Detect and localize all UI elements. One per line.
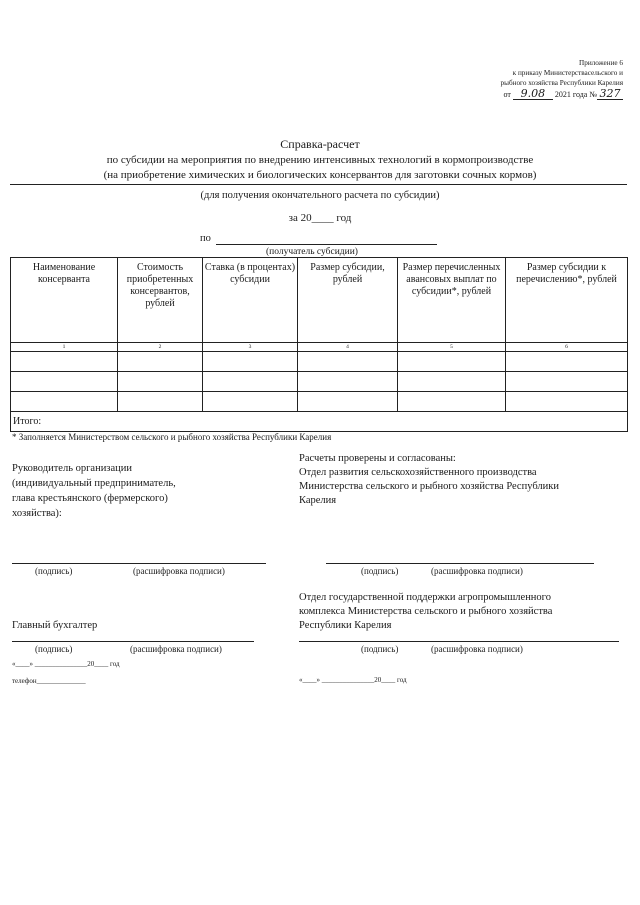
left-date-line: «____» _______________20____ год: [12, 660, 120, 668]
support-signature-caption: (подпись): [361, 644, 399, 654]
total-label: Итого:: [11, 412, 628, 432]
header-cell-rate: Ставка (в процентах) субсидии: [203, 258, 298, 343]
table-cell[interactable]: [11, 392, 118, 412]
table-cell[interactable]: [398, 392, 506, 412]
head-decode-caption: (расшифровка подписи): [133, 566, 225, 576]
table-cell[interactable]: [11, 372, 118, 392]
head-label-4: хозяйства):: [12, 508, 62, 519]
appendix-date-line: [503, 89, 623, 100]
support-decode-caption: (расшифровка подписи): [431, 644, 523, 654]
development-signature-caption: (подпись): [361, 566, 399, 576]
column-number: 6: [506, 343, 628, 352]
table-cell[interactable]: [118, 372, 203, 392]
table-cell[interactable]: [203, 372, 298, 392]
checked-label-2: Отдел развития сельскохозяйственного производства: [299, 467, 537, 478]
table-cell[interactable]: [118, 352, 203, 372]
header-cell-advance: Размер перечисленных авансовых выплат по субсидии*, рублей: [398, 258, 506, 343]
column-number: 3: [203, 343, 298, 352]
calculation-note: (для получения окончательного расчета по субсидии): [200, 190, 440, 201]
checked-label-4: Карелия: [299, 495, 337, 506]
table-total-row: [11, 412, 628, 432]
recipient-prefix: по: [200, 233, 211, 244]
document-title: Справка-расчет: [280, 137, 360, 151]
footnote: * Заполняется Министерством сельского и рыбного хозяйства Республики Карелия: [12, 432, 332, 442]
document-subtitle-2: (на приобретение химических и биологических консервантов для заготовки сочных кормов): [103, 169, 537, 181]
year-line: за 20____ год: [288, 212, 352, 224]
column-number: 4: [298, 343, 398, 352]
table-cell[interactable]: [118, 392, 203, 412]
development-signature-line[interactable]: [326, 563, 594, 564]
title-divider: [10, 184, 627, 185]
column-number: 1: [11, 343, 118, 352]
phone-line: телефон______________: [12, 677, 86, 685]
appendix-year-text: 2021 года: [554, 90, 588, 99]
head-signature-caption: (подпись): [35, 566, 73, 576]
table-row: [11, 392, 628, 412]
checked-label-1: Расчеты проверены и согласованы:: [299, 453, 456, 464]
table-cell[interactable]: [398, 372, 506, 392]
subsidy-table: [10, 257, 628, 432]
table-number-row: [11, 343, 628, 352]
table-cell[interactable]: [11, 352, 118, 372]
document-subtitle-1: по субсидии на мероприятия по внедрению интенсивных технологий в кормопроизводстве: [106, 154, 534, 166]
head-label-1: Руководитель организации: [12, 463, 132, 474]
appendix-order-line: к приказу Министерствасельского и: [512, 69, 623, 77]
table-cell[interactable]: [398, 352, 506, 372]
appendix-number-value: 327: [597, 89, 623, 100]
head-label-2: (индивидуальный предприниматель,: [12, 478, 176, 489]
accountant-decode-caption: (расшифровка подписи): [130, 644, 222, 654]
table-row: [11, 352, 628, 372]
support-dept-label-1: Отдел государственной поддержки агропромышленного: [299, 592, 551, 603]
appendix-number-prefix: №: [589, 90, 597, 99]
column-number: 5: [398, 343, 506, 352]
table-cell[interactable]: [298, 352, 398, 372]
support-dept-label-3: Республики Карелия: [299, 620, 392, 631]
appendix-date-prefix: от: [503, 90, 511, 99]
table-row: [11, 372, 628, 392]
chief-accountant-label: Главный бухгалтер: [12, 620, 98, 631]
appendix-date-value: 9.08: [513, 89, 553, 100]
table-cell[interactable]: [298, 372, 398, 392]
table-cell[interactable]: [506, 352, 628, 372]
accountant-signature-line[interactable]: [12, 641, 254, 642]
right-date-line: «____» _______________20____ год: [299, 676, 407, 684]
recipient-field[interactable]: [216, 244, 437, 245]
appendix-ministry-line: рыбного хозяйства Республики Карелия: [500, 79, 623, 87]
table-cell[interactable]: [298, 392, 398, 412]
support-dept-label-2: комплекса Министерства сельского и рыбного хозяйства: [299, 606, 553, 617]
head-signature-line[interactable]: [12, 563, 266, 564]
recipient-caption: (получатель субсидии): [266, 247, 358, 257]
table-cell[interactable]: [506, 372, 628, 392]
header-cell-subsidy: Размер субсидии, рублей: [298, 258, 398, 343]
development-decode-caption: (расшифровка подписи): [431, 566, 523, 576]
appendix-title: Приложение 6: [579, 59, 623, 67]
accountant-signature-caption: (подпись): [35, 644, 73, 654]
table-cell[interactable]: [506, 392, 628, 412]
header-cell-cost: Стоимость приобретенных консервантов, рублей: [118, 258, 203, 343]
header-cell-transfer: Размер субсидии к перечислению*, рублей: [506, 258, 628, 343]
head-label-3: глава крестьянского (фермерского): [12, 493, 168, 504]
checked-label-3: Министерства сельского и рыбного хозяйства Республики: [299, 481, 559, 492]
column-number: 2: [118, 343, 203, 352]
header-cell-preservative: Наименование консерванта: [11, 258, 118, 343]
table-cell[interactable]: [203, 392, 298, 412]
table-header-row: [11, 258, 628, 343]
table-cell[interactable]: [203, 352, 298, 372]
support-signature-line[interactable]: [299, 641, 619, 642]
